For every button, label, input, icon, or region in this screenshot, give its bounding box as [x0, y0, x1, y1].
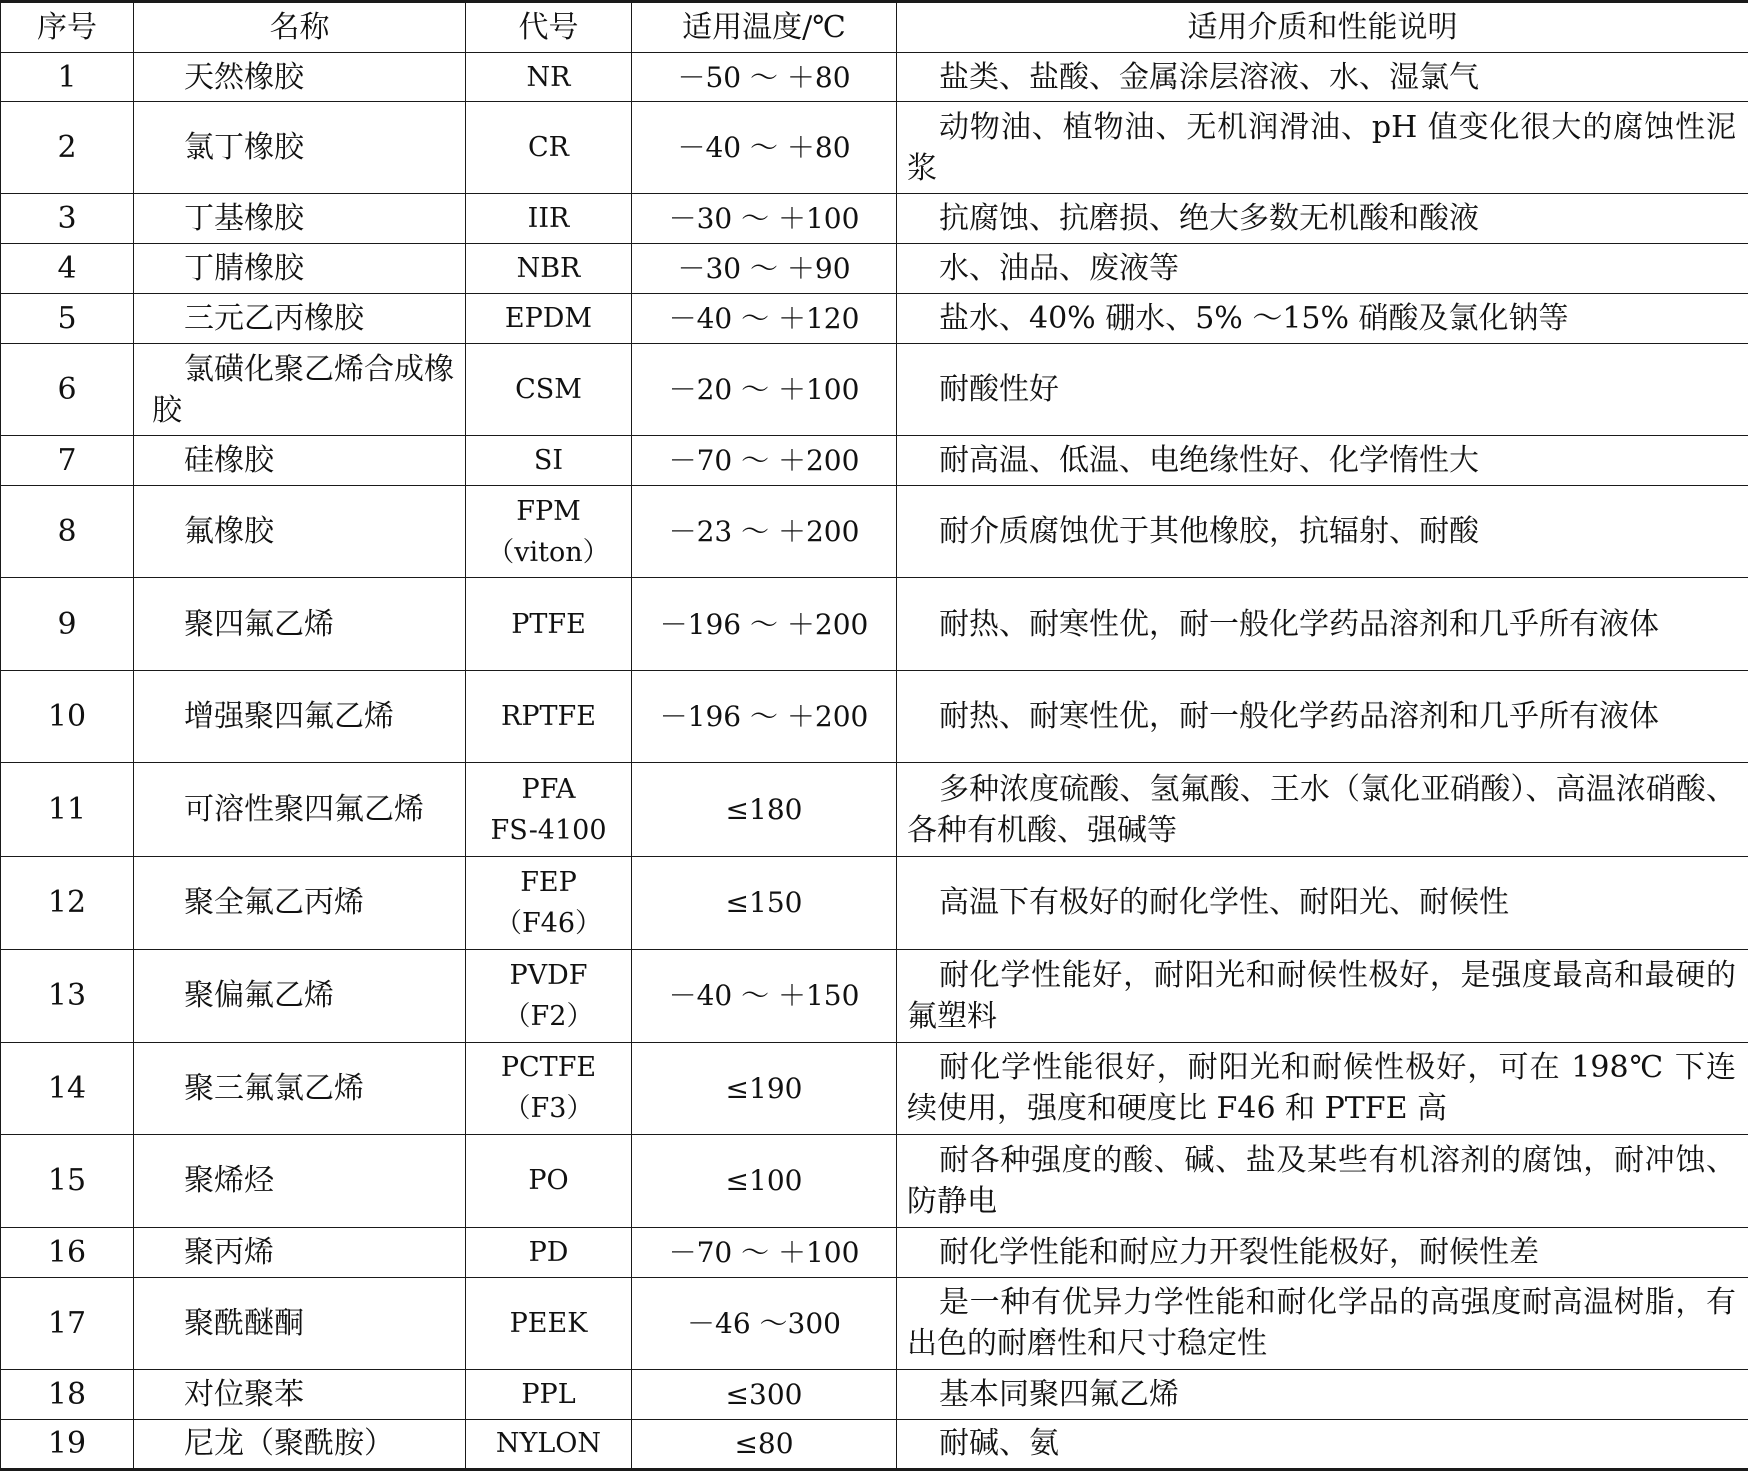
cell-name: 尼龙（聚酰胺） — [134, 1419, 466, 1469]
cell-name: 聚四氟乙烯 — [134, 578, 466, 671]
cell-temp: ≤80 — [632, 1419, 897, 1469]
cell-desc: 耐高温、低温、电绝缘性好、化学惰性大 — [897, 436, 1748, 486]
cell-temp: －50 ～ ＋80 — [632, 53, 897, 102]
cell-no: 4 — [1, 244, 134, 294]
code-line: SI — [533, 445, 564, 477]
table-row — [1, 102, 1748, 194]
cell-no: 6 — [1, 344, 134, 436]
cell-temp: －46 ～300 — [632, 1277, 897, 1369]
cell-temp: －23 ～ ＋200 — [632, 486, 897, 578]
cell-desc: 基本同聚四氟乙烯 — [897, 1369, 1748, 1419]
cell-no: 2 — [1, 102, 134, 194]
cell-name: 硅橡胶 — [134, 436, 466, 486]
cell-temp: －40 ～ ＋80 — [632, 102, 897, 194]
cell-temp: ≤190 — [632, 1042, 897, 1134]
cell-no: 14 — [1, 1042, 134, 1134]
cell-code — [466, 344, 632, 436]
cell-no: 7 — [1, 436, 134, 486]
cell-desc: 盐水、40% 硼水、5% ～15% 硝酸及氯化钠等 — [897, 294, 1748, 344]
cell-desc: 耐酸性好 — [897, 344, 1748, 436]
cell-code — [466, 194, 632, 244]
cell-desc: 多种浓度硫酸、氢氟酸、王水（氯化亚硝酸）、高温浓硝酸、各种有机酸、强碱等 — [897, 763, 1748, 856]
cell-no: 16 — [1, 1227, 134, 1277]
table-row — [1, 1227, 1748, 1277]
table-row — [1, 294, 1748, 344]
code-line: FPM — [516, 495, 581, 527]
code-line: FEP — [520, 866, 577, 898]
cell-code — [466, 102, 632, 194]
code-line: PFA — [521, 773, 576, 805]
cell-name: 氯磺化聚乙烯合成橡胶 — [134, 344, 466, 436]
cell-desc: 耐化学性能和耐应力开裂性能极好，耐候性差 — [897, 1227, 1748, 1277]
cell-temp: －40 ～ ＋150 — [632, 949, 897, 1042]
cell-desc: 高温下有极好的耐化学性、耐阳光、耐候性 — [897, 856, 1748, 949]
cell-desc: 耐介质腐蚀优于其他橡胶，抗辐射、耐酸 — [897, 486, 1748, 578]
cell-code — [466, 486, 632, 578]
table-row — [1, 1419, 1748, 1469]
code-line: PPL — [521, 1378, 576, 1410]
table-row — [1, 486, 1748, 578]
code-line: （F2） — [503, 1000, 594, 1032]
cell-desc: 耐化学性能好，耐阳光和耐候性极好，是强度最高和最硬的氟塑料 — [897, 949, 1748, 1042]
cell-code — [466, 53, 632, 102]
table-row — [1, 53, 1748, 102]
cell-name: 聚三氟氯乙烯 — [134, 1042, 466, 1134]
cell-temp: －196 ～ ＋200 — [632, 578, 897, 671]
cell-code — [466, 1227, 632, 1277]
cell-name: 对位聚苯 — [134, 1369, 466, 1419]
table-row — [1, 1369, 1748, 1419]
cell-code — [466, 763, 632, 856]
header-code: 代号 — [466, 2, 632, 53]
cell-no: 12 — [1, 856, 134, 949]
code-line: NR — [526, 61, 571, 93]
cell-temp: －20 ～ ＋100 — [632, 344, 897, 436]
cell-desc: 耐碱、氨 — [897, 1419, 1748, 1469]
cell-desc: 抗腐蚀、抗磨损、绝大多数无机酸和酸液 — [897, 194, 1748, 244]
cell-name: 丁基橡胶 — [134, 194, 466, 244]
cell-code — [466, 1134, 632, 1227]
code-line: PVDF — [509, 959, 588, 991]
cell-name: 增强聚四氟乙烯 — [134, 671, 466, 763]
header-row — [1, 2, 1748, 53]
cell-name: 氯丁橡胶 — [134, 102, 466, 194]
table-row — [1, 344, 1748, 436]
header-desc: 适用介质和性能说明 — [897, 2, 1748, 53]
cell-code — [466, 1277, 632, 1369]
cell-desc: 耐各种强度的酸、碱、盐及某些有机溶剂的腐蚀，耐冲蚀、防静电 — [897, 1134, 1748, 1227]
cell-desc: 耐化学性能很好，耐阳光和耐候性极好，可在 198℃ 下连续使用，强度和硬度比 F46 和 PTFE 高 — [897, 1042, 1748, 1134]
table-row — [1, 856, 1748, 949]
cell-desc: 水、油品、废液等 — [897, 244, 1748, 294]
cell-no: 5 — [1, 294, 134, 344]
code-line: PEEK — [509, 1307, 588, 1339]
table-row — [1, 436, 1748, 486]
table-row — [1, 1134, 1748, 1227]
cell-code — [466, 856, 632, 949]
header-no: 序号 — [1, 2, 134, 53]
code-line: CSM — [515, 374, 582, 406]
code-line: （F46） — [494, 907, 603, 939]
cell-temp: －30 ～ ＋100 — [632, 194, 897, 244]
code-line: PCTFE — [500, 1052, 597, 1084]
cell-code — [466, 671, 632, 763]
header-temp: 适用温度/℃ — [632, 2, 897, 53]
cell-name: 聚偏氟乙烯 — [134, 949, 466, 1042]
table-body — [1, 53, 1748, 1470]
cell-no: 18 — [1, 1369, 134, 1419]
cell-desc: 动物油、植物油、无机润滑油、pH 值变化很大的腐蚀性泥浆 — [897, 102, 1748, 194]
cell-name: 聚全氟乙丙烯 — [134, 856, 466, 949]
cell-temp: ≤180 — [632, 763, 897, 856]
cell-no: 15 — [1, 1134, 134, 1227]
cell-desc: 耐热、耐寒性优，耐一般化学药品溶剂和几乎所有液体 — [897, 578, 1748, 671]
cell-name: 天然橡胶 — [134, 53, 466, 102]
code-line: RPTFE — [501, 701, 596, 733]
cell-code — [466, 1042, 632, 1134]
code-line: PD — [528, 1236, 569, 1268]
cell-no: 9 — [1, 578, 134, 671]
cell-code — [466, 1369, 632, 1419]
code-line: NYLON — [495, 1428, 602, 1460]
cell-code — [466, 294, 632, 344]
code-line: FS-4100 — [490, 814, 607, 846]
cell-temp: ≤150 — [632, 856, 897, 949]
cell-temp: －70 ～ ＋100 — [632, 1227, 897, 1277]
cell-code — [466, 949, 632, 1042]
cell-no: 3 — [1, 194, 134, 244]
table-row — [1, 1042, 1748, 1134]
cell-temp: －30 ～ ＋90 — [632, 244, 897, 294]
cell-name: 聚酰醚酮 — [134, 1277, 466, 1369]
table-row — [1, 763, 1748, 856]
table-row — [1, 1277, 1748, 1369]
cell-no: 19 — [1, 1419, 134, 1469]
cell-temp: ≤300 — [632, 1369, 897, 1419]
cell-desc: 是一种有优异力学性能和耐化学品的高强度耐高温树脂，有出色的耐磨性和尺寸稳定性 — [897, 1277, 1748, 1369]
cell-temp: －40 ～ ＋120 — [632, 294, 897, 344]
code-line: （F3） — [503, 1093, 594, 1125]
cell-no: 8 — [1, 486, 134, 578]
header-name: 名称 — [134, 2, 466, 53]
cell-temp: －196 ～ ＋200 — [632, 671, 897, 763]
cell-no: 11 — [1, 763, 134, 856]
cell-name: 聚烯烃 — [134, 1134, 466, 1227]
cell-name: 聚丙烯 — [134, 1227, 466, 1277]
code-line: PTFE — [511, 608, 586, 640]
cell-name: 氟橡胶 — [134, 486, 466, 578]
cell-no: 17 — [1, 1277, 134, 1369]
cell-code — [466, 436, 632, 486]
cell-temp: －70 ～ ＋200 — [632, 436, 897, 486]
cell-code — [466, 578, 632, 671]
table-row — [1, 194, 1748, 244]
table-row — [1, 578, 1748, 671]
table-row — [1, 949, 1748, 1042]
cell-no: 13 — [1, 949, 134, 1042]
cell-no: 10 — [1, 671, 134, 763]
cell-temp: ≤100 — [632, 1134, 897, 1227]
code-line: PO — [528, 1165, 569, 1197]
code-line: IIR — [527, 203, 570, 235]
code-line: NBR — [516, 253, 581, 285]
code-line: CR — [528, 132, 569, 164]
cell-code — [466, 244, 632, 294]
cell-desc: 耐热、耐寒性优，耐一般化学药品溶剂和几乎所有液体 — [897, 671, 1748, 763]
code-line: （viton） — [487, 536, 610, 568]
table-row — [1, 244, 1748, 294]
cell-desc: 盐类、盐酸、金属涂层溶液、水、湿氯气 — [897, 53, 1748, 102]
cell-name: 丁腈橡胶 — [134, 244, 466, 294]
code-line: EPDM — [504, 303, 593, 335]
cell-no: 1 — [1, 53, 134, 102]
table-row — [1, 671, 1748, 763]
cell-name: 可溶性聚四氟乙烯 — [134, 763, 466, 856]
cell-name: 三元乙丙橡胶 — [134, 294, 466, 344]
cell-code — [466, 1419, 632, 1469]
